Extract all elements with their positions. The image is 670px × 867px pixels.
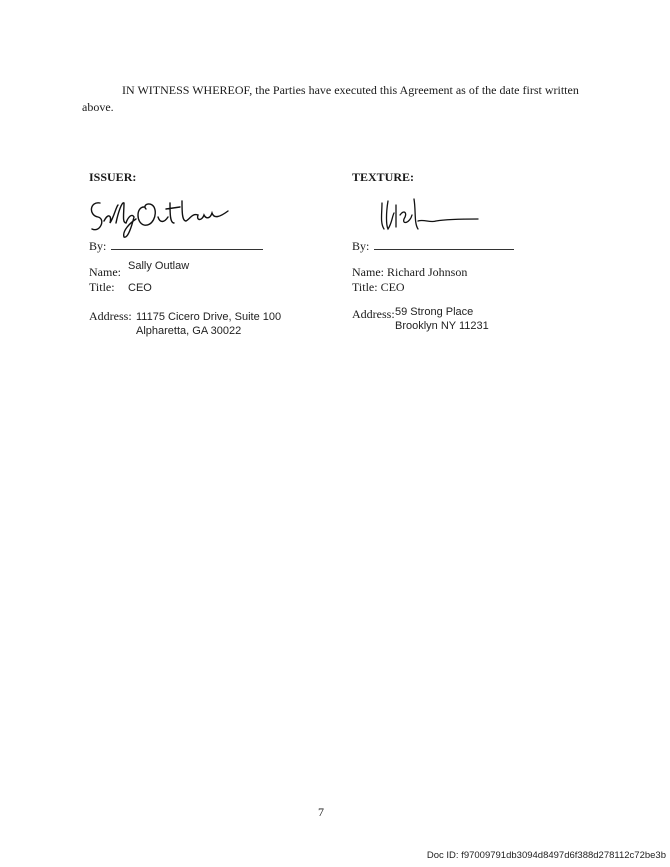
issuer-title-label: Title: [89,280,115,294]
issuer-signature-line [111,237,263,250]
texture-title-line: Title: CEO [352,280,405,294]
issuer-title-value: CEO [128,282,152,294]
issuer-name-label: Name: [89,265,121,279]
issuer-by-label: By: [89,239,107,253]
texture-by-line [352,237,514,254]
doc-id: Doc ID: f97009791db3094d8497d6f388d278112c72be3b [426,850,666,861]
page-number: 7 [318,805,324,819]
texture-signature [378,195,488,237]
witness-clause: IN WITNESS WHEREOF, the Parties have executed this Agreement as of the date first written above. [82,83,579,114]
texture-address-line2: Brooklyn NY 11231 [395,320,489,332]
texture-name-line: Name: Richard Johnson [352,265,468,279]
issuer-address-line1: 11175 Cicero Drive, Suite 100 [136,311,282,323]
issuer-by-line [89,237,263,254]
texture-address-line1: 59 Strong Place [395,306,474,318]
texture-signature-line [374,237,514,250]
issuer-heading: ISSUER: [89,170,137,184]
issuer-name-value: Sally Outlaw [128,260,190,272]
issuer-address-line2: Alpharetta, GA 30022 [136,325,242,337]
issuer-address-label: Address: [89,309,132,323]
texture-address-label: Address: [352,307,395,321]
texture-heading: TEXTURE: [352,170,415,184]
issuer-signature [86,193,236,243]
texture-by-label: By: [352,239,370,253]
